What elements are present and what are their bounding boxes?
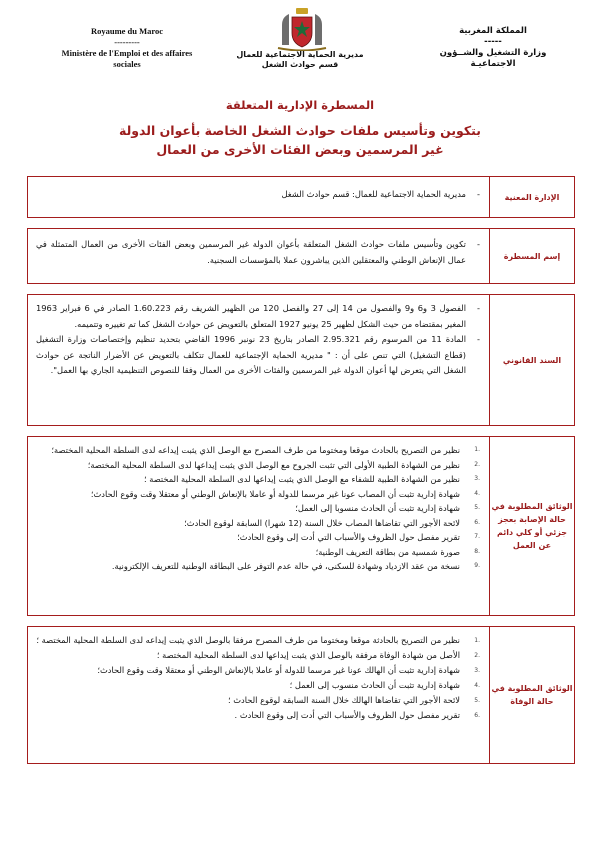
legal-item: - المادة 11 من المرسوم رقم 2.95.321 الصادر بتاريخ 23 نونبر 1996 القاضي بتحديد تنظيم وإختصاصات وزارة التشغيل (قطاع التشغيل) التي تنص على أن : " مديرية الحماية الإجتماعية للعمال تتكلف بالتعويض عن الأضرار الناتجة عن حوادث الشغل التي يتعرض لها أعوان الدولة غير المرسمين والفئات الأخرى من العمال وفقا للنصوص التنظيمية الجاري بها العمل". (36, 332, 480, 379)
item-number: 4. (474, 682, 480, 689)
item-text: تقرير مفصل حول الظروف والأسباب التي أدت إلى وقوع الحادث . (234, 710, 460, 720)
injury-document-list (36, 443, 480, 574)
item-text: تقرير مفصل حول الظروف والأسباب التي أدت إلى وقوع الحادث؛ (237, 532, 460, 542)
row-injury-documents (27, 436, 575, 616)
list-item (36, 487, 480, 502)
row-label: السند القانوني (502, 355, 562, 365)
header-french-line: Ministère de l'Emploi et des affaires (61, 48, 193, 58)
header-french-line: --------- (114, 37, 140, 47)
row-content (36, 443, 480, 574)
document-title: المسطرة الإدارية المتعلقة (225, 98, 375, 112)
header-directorate-line: قسم حوادث الشغل (261, 60, 339, 69)
header-arabic-line: الاجتماعيـة (470, 59, 516, 69)
item-text: لائحة الأجور التي تقاضاها الهالك خلال السنة السابقة لوقوع الحادث ؛ (227, 695, 460, 705)
row-divider (489, 229, 490, 283)
row-content (36, 237, 480, 268)
row-divider (489, 177, 490, 217)
item-number: 6. (474, 712, 480, 719)
header-arabic-line: وزارة التشغيل والشــؤون (439, 48, 547, 58)
list-item (36, 708, 480, 723)
row-content (36, 301, 480, 379)
admin-text: - مديرية الحماية الاجتماعية للعمال: قسم حوادث الشغل (36, 187, 480, 203)
row-label: الوثائق المطلوبة في حالة الوفاة (491, 684, 573, 706)
item-number: 4. (474, 489, 480, 497)
item-text: نسخة من عقد الازدياد وشهادة للسكنى، في حالة عدم التوفر على البطاقة الوطنية للتعريف الإلكترونية. (111, 561, 460, 571)
item-number: 1. (474, 446, 480, 453)
item-number: 2. (474, 652, 480, 659)
document-header (0, 0, 600, 100)
list-item (36, 545, 480, 560)
list-item (36, 693, 480, 708)
list-item (36, 472, 480, 487)
list-item (36, 663, 480, 678)
row-label: الوثائق المطلوبة في حالة الإصابة بعجز جزئي أو كلي دائم عن العمل (491, 502, 573, 550)
item-number: 9. (474, 562, 480, 569)
row-legal-basis (27, 294, 575, 426)
list-item (36, 648, 480, 663)
item-number: 7. (474, 533, 480, 540)
row-administration (27, 176, 575, 218)
header-arabic-line: ----- (484, 37, 502, 47)
item-text: شهادة إدارية تثبت أن الهالك عونا غير مرسما للدولة أو عاملا بالإنعاش الوطني أو معتقلا وقت وقوع الحادث؛ (97, 665, 460, 675)
item-text: شهادة إدارية تثبت أن الحادث منسوبا إلى العمل؛ (295, 503, 460, 513)
list-item (36, 559, 480, 574)
document-subtitle (0, 121, 600, 159)
legal-item: - الفصول 3 و6 و9 والفصول من 14 إلى 27 والفصل 120 من الظهير الشريف رقم 1.60.223 الصادر في 6 فبراير 1963 المغير بمقتضاه من حيث الشكل لظهير 25 يونيو 1927 المتعلق بالتعويض عن حوادث الشغل كما تم تغييره وتتميمه. (36, 301, 480, 332)
subtitle-line: غير المرسمين وبعض الفئات الأخرى من العمال (156, 142, 444, 157)
row-procedure-name (27, 228, 575, 284)
item-text: شهادة إدارية تثبت أن الحادث منسوب إلى العمل ؛ (289, 680, 460, 690)
header-french-line: Royaume du Maroc (90, 26, 164, 36)
row-divider (489, 627, 490, 763)
item-number: 1. (474, 637, 480, 644)
row-death-documents (27, 626, 575, 764)
header-directorate-line: مديرية الحماية الاجتماعية للعمال (236, 50, 364, 59)
row-divider (489, 437, 490, 615)
item-number: 3. (474, 475, 480, 482)
list-item (36, 530, 480, 545)
list-item (36, 458, 480, 473)
item-text: نظير من التصريح بالحادثة موقعا ومختوما من طرف المصرح مرفقا بالوصل الذي يثبت إيداعه لدى السلطة المحلية المختصة ؛ (36, 635, 460, 645)
row-content (36, 187, 480, 203)
list-item (36, 501, 480, 516)
item-number: 6. (474, 518, 480, 526)
row-content (36, 633, 480, 723)
row-label: الإدارة المعنية (504, 192, 560, 202)
list-item (36, 633, 480, 648)
procedure-name-text: - تكوين وتأسيس ملفات حوادث الشغل المتعلقة بأعوان الدولة غير المرسمين وبعض الفئات الأخرى من العمال المتمثلة في عمال الإنعاش الوطني والمعتقلين الذين يباشرون عملا بالمؤسسات السجنية. (36, 237, 480, 268)
header-arabic-line: المملكة المغربية (459, 26, 527, 36)
item-number: 5. (474, 504, 480, 511)
header-arabic (428, 26, 558, 70)
item-text: نظير من الشهادة الطبية للشفاء مع الوصل الذي يثبت إيداعها لدى السلطة المحلية المختصة ؛ (143, 474, 460, 484)
item-text: لائحة الأجور التي تقاضاها المصاب خلال السنة (12 شهرا) السابقة لوقوع الحادث؛ (184, 517, 460, 528)
item-number: 8. (474, 547, 480, 555)
subtitle-line: بتكوين وتأسيس ملفات حوادث الشغل الخاصة بأعوان الدولة (119, 123, 481, 138)
item-number: 3. (474, 667, 480, 674)
death-document-list (36, 633, 480, 723)
item-text: شهادة إدارية تثبت أن المصاب عونا غير مرسما للدولة أو عاملا بالإنعاش الوطني أو معتقلا وقت وقوع الحادث؛ (90, 488, 460, 499)
header-directorate (215, 50, 385, 70)
item-text: نظير من التصريح بالحادث موقعا ومختوما من طرف المصرح مع الوصل الذي يثبت إيداعه لدى السلطة المحلية المختصة؛ (51, 445, 460, 455)
item-number: 5. (474, 697, 480, 704)
header-french-line: sociales (113, 59, 141, 69)
item-number: 2. (474, 460, 480, 468)
row-label: إسم المسطرة (503, 251, 561, 261)
item-text: الأصل من شهادة الوفاة مرفقة بالوصل الذي يثبت إيداعها لدى السلطة المحلية المختصة ؛ (156, 650, 460, 660)
list-item (36, 443, 480, 458)
header-french (52, 26, 202, 70)
coat-of-arms-icon (272, 5, 332, 51)
item-text: نظير من الشهادة الطبية الأولى التي تثبت الجروح مع الوصل الذي يثبت إيداعها لدى السلطة المحلية المختصة؛ (87, 459, 460, 470)
row-divider (489, 295, 490, 425)
item-text: صورة شمسية من بطاقة التعريف الوطنية؛ (315, 546, 460, 557)
list-item (36, 516, 480, 531)
list-item (36, 678, 480, 693)
